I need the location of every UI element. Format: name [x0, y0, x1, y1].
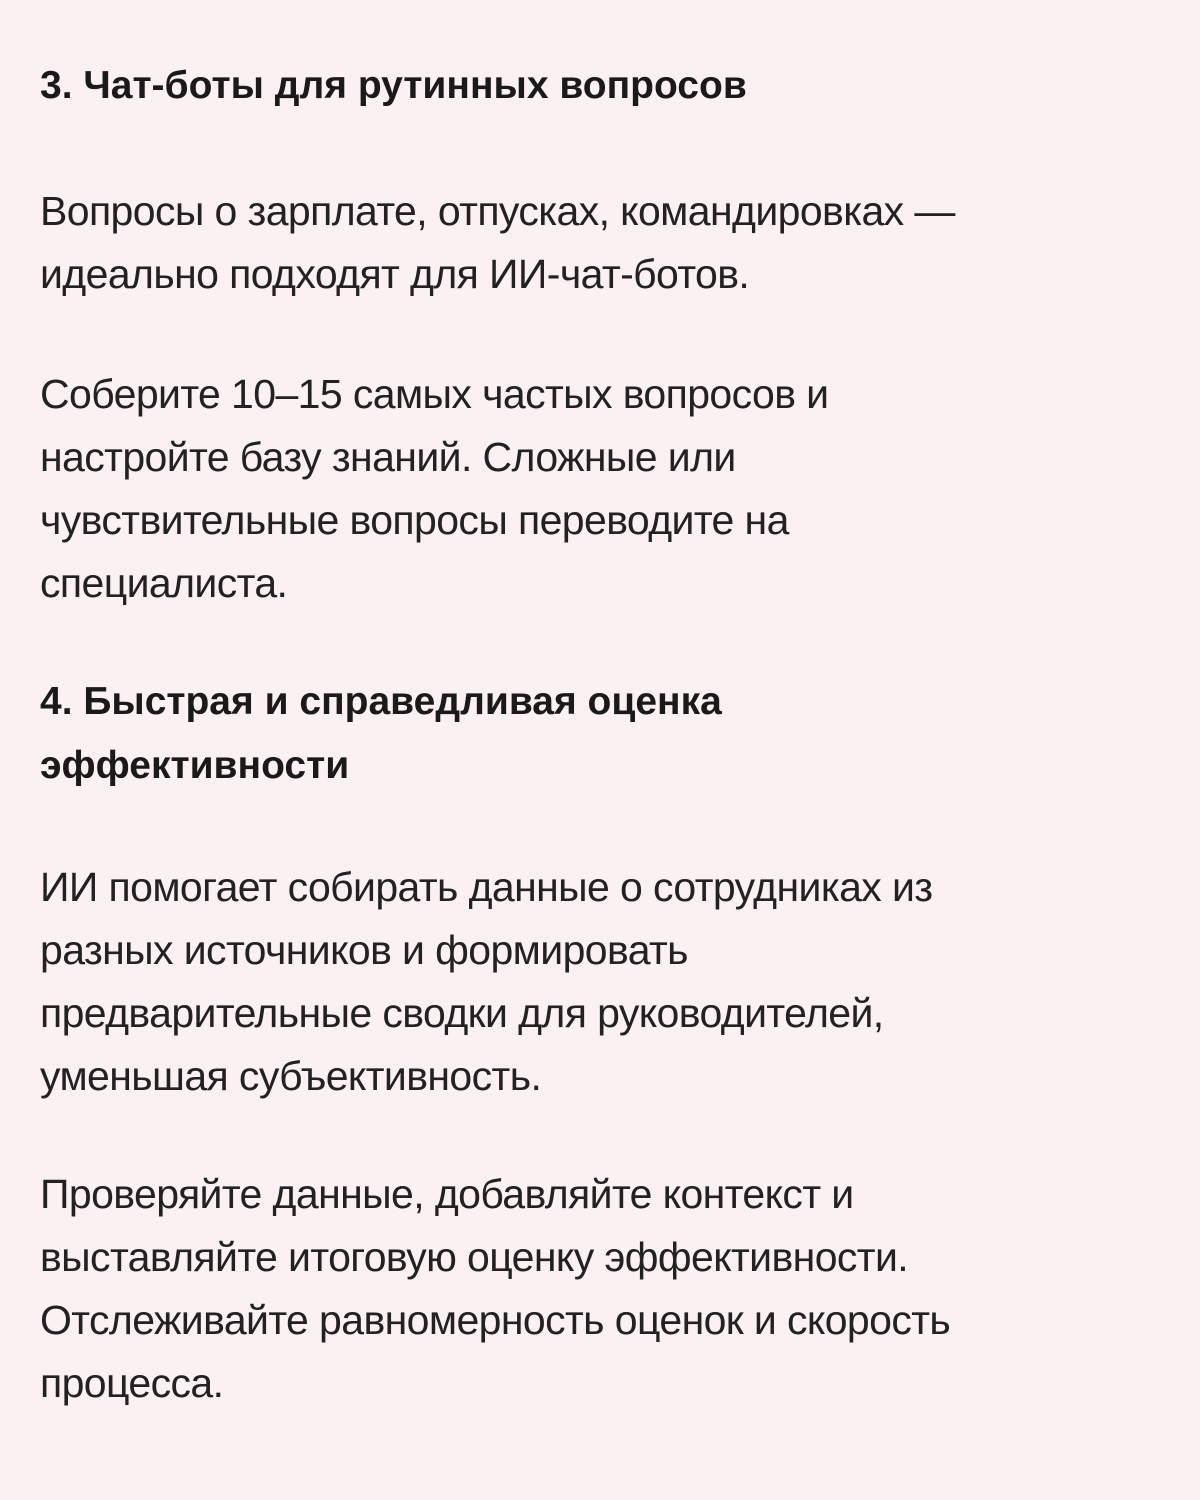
section-3-paragraph-1: Вопросы о зарплате, отпусках, командировках — идеально подходят для ИИ-чат-ботов.: [40, 188, 955, 297]
section-3-heading: 3. Чат-боты для рутинных вопросов: [40, 64, 747, 107]
section-4-paragraph-1: ИИ помогает собирать данные о сотрудниках из разных источников и формировать предварительные сводки для руководителей, уменьшая субъективность.: [40, 864, 933, 1099]
section-3-paragraph-2: Соберите 10–15 самых частых вопросов и настройте базу знаний. Сложные или чувствительные вопросы переводите на специалиста.: [40, 371, 829, 606]
section-4-paragraph-2: Проверяйте данные, добавляйте контекст и выставляйте итоговую оценку эффективности. Отслеживайте равномерность оценок и скорость процесса.: [40, 1171, 951, 1406]
section-4-heading: 4. Быстрая и справедливая оценка эффективности: [40, 680, 722, 787]
